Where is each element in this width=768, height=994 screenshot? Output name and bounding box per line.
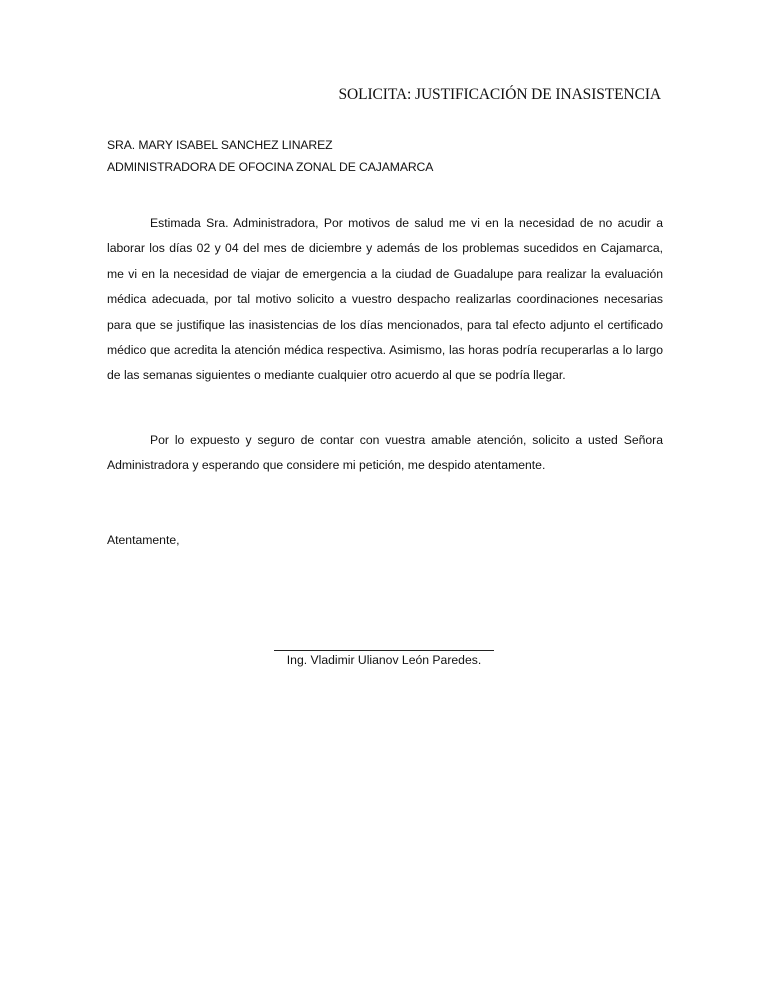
recipient-name: SRA. MARY ISABEL SANCHEZ LINAREZ xyxy=(107,138,333,152)
signer-name: Ing. Vladimir Ulianov León Paredes. xyxy=(286,653,482,667)
subject-line: SOLICITA: JUSTIFICACIÓN DE INASISTENCIA xyxy=(338,86,661,103)
recipient-title: ADMINISTRADORA DE OFOCINA ZONAL DE CAJAMARCA xyxy=(107,160,434,174)
body-paragraph-1 xyxy=(107,211,663,389)
body-paragraph-1-text: Estimada Sra. Administradora, Por motivos de salud me vi en la necesidad de no acudir a laborar los días 02 y 04 del mes de diciembre y además de los problemas sucedidos en Cajamarca, me vi en la necesidad de viajar de emergencia a la ciudad de Guadalupe para realizar la evaluación médica adecuada, por tal motivo solicito a vuestro despacho realizarlas coordinaciones necesarias para que se justifique las inasistencias de los días mencionados, para tal efecto adjunto el certificado médico que acredita la atención médica respectiva. Asimismo, las horas podría recuperarlas a lo largo de las semanas siguientes o mediante cualquier otro acuerdo al que se podría llegar. xyxy=(107,216,663,383)
body-paragraph-2 xyxy=(107,428,663,479)
closing-salutation: Atentamente, xyxy=(107,533,180,547)
body-paragraph-2-text: Por lo expuesto y seguro de contar con vuestra amable atención, solicito a usted Señora Administradora y esperando que considere mi petición, me despido atentamente. xyxy=(107,433,663,473)
signature-line xyxy=(274,650,494,651)
